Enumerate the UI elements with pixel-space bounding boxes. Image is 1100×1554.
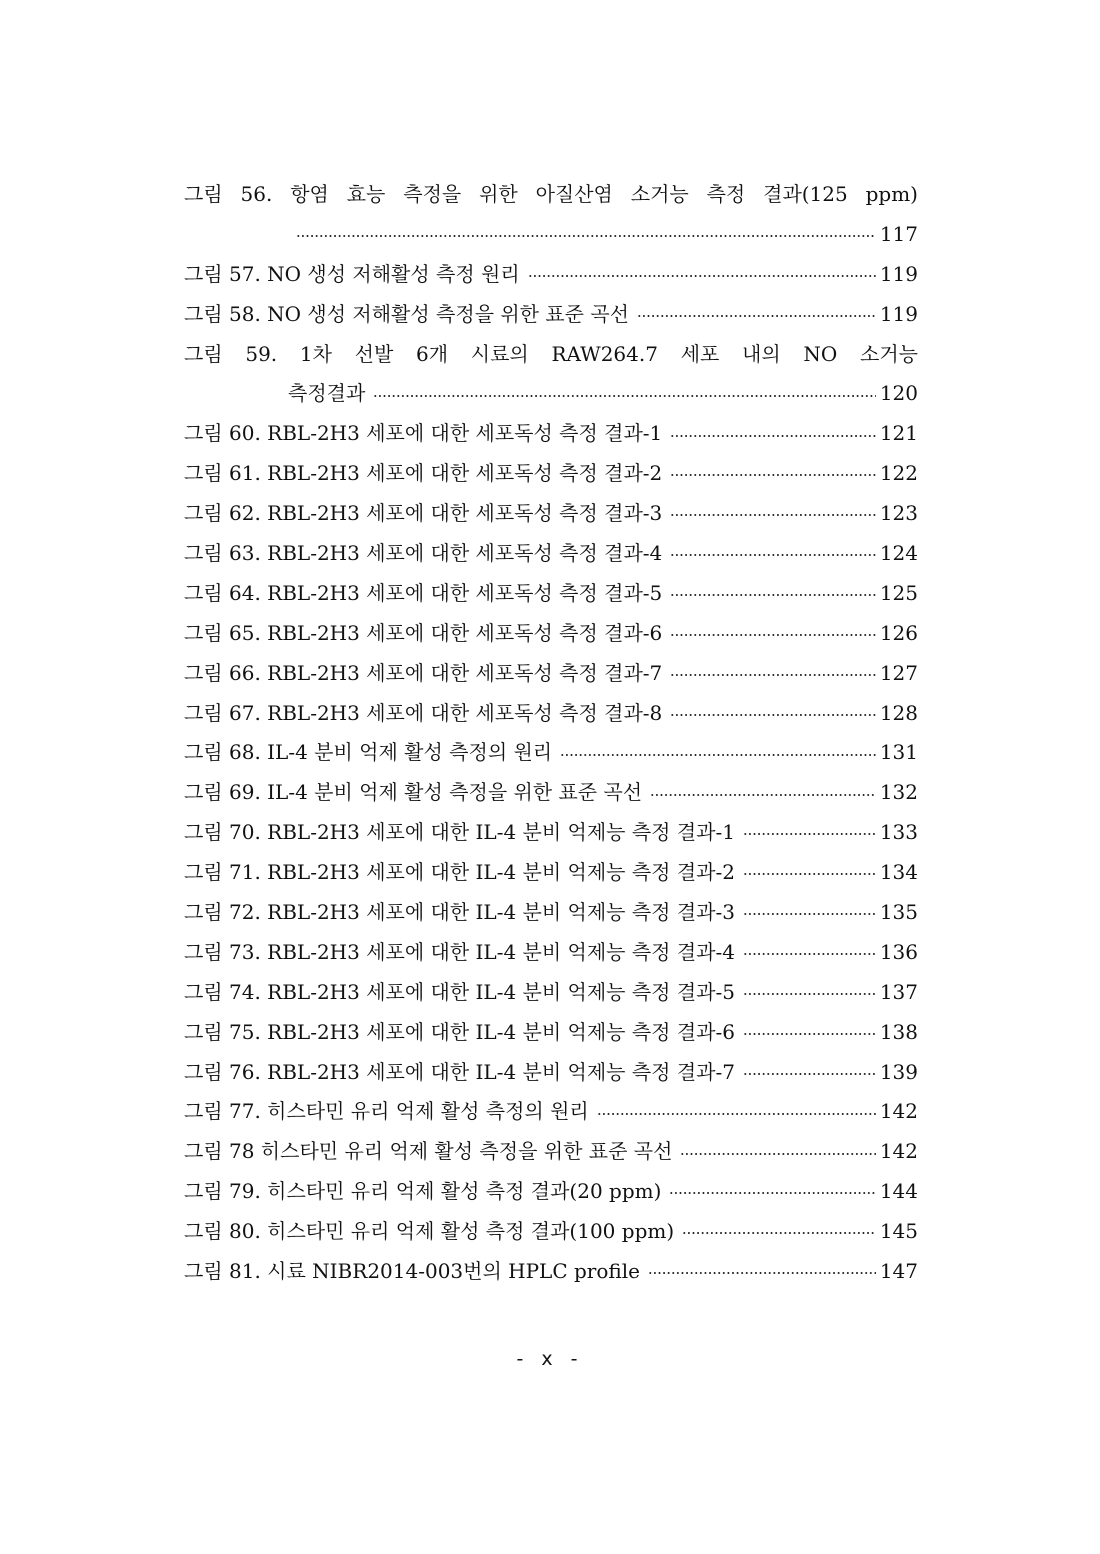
toc-entry-page-number: 125 — [879, 580, 918, 605]
toc-entry-line — [184, 1252, 918, 1292]
toc-entry-page-number: 131 — [879, 740, 918, 765]
toc-entry-continuation-line — [184, 215, 918, 255]
toc-entry — [184, 614, 918, 654]
toc-entry-page-number: 127 — [879, 660, 918, 685]
toc-entry-title: 그림 67. RBL-2H3 세포에 대한 세포독성 측정 결과-8 — [184, 700, 663, 725]
toc-entry-line — [184, 1172, 918, 1212]
dot-leader — [743, 821, 876, 841]
toc-entry-page-number: 137 — [879, 979, 918, 1004]
dot-leader — [743, 901, 876, 921]
toc-entry-title: 그림 69. IL-4 분비 억제 활성 측정을 위한 표준 곡선 — [184, 780, 643, 805]
toc-entry-page-number: 144 — [879, 1179, 918, 1204]
toc-entry-line — [184, 773, 918, 813]
dot-leader — [637, 303, 876, 323]
toc-entry-page-number: 123 — [879, 501, 918, 526]
toc-entry — [184, 853, 918, 893]
toc-entry-title: 그림 71. RBL-2H3 세포에 대한 IL-4 분비 억제능 측정 결과-2 — [184, 860, 735, 885]
toc-entry-line — [184, 614, 918, 654]
toc-entry-title: 그림 81. 시료 NIBR2014-003번의 HPLC profile — [184, 1259, 640, 1284]
toc-entry-title: 그림 63. RBL-2H3 세포에 대한 세포독성 측정 결과-4 — [184, 541, 663, 566]
toc-entry-title: 그림 58. NO 생성 저해활성 측정을 위한 표준 곡선 — [184, 301, 630, 326]
toc-entry-line — [184, 1212, 918, 1252]
dot-leader — [682, 1220, 876, 1240]
toc-entry-line — [184, 1053, 918, 1093]
toc-entry-line — [184, 654, 918, 694]
toc-entry — [184, 175, 918, 255]
toc-entry-title: 그림 57. NO 생성 저해활성 측정 원리 — [184, 261, 520, 286]
toc-entry-title: 그림 62. RBL-2H3 세포에 대한 세포독성 측정 결과-3 — [184, 501, 663, 526]
toc-entry-title: 그림 68. IL-4 분비 억제 활성 측정의 원리 — [184, 740, 553, 765]
toc-entry-title: 그림 59. 1차 선발 6개 시료의 RAW264.7 세포 내의 NO 소거능 — [184, 341, 918, 366]
toc-entry — [184, 733, 918, 773]
dot-leader — [743, 941, 876, 961]
toc-entry-title-line — [184, 175, 918, 215]
toc-entry-continuation-line — [184, 374, 918, 414]
toc-entry-title: 그림 73. RBL-2H3 세포에 대한 IL-4 분비 억제능 측정 결과-4 — [184, 939, 735, 964]
toc-entry — [184, 574, 918, 614]
toc-entry-title: 그림 64. RBL-2H3 세포에 대한 세포독성 측정 결과-5 — [184, 580, 663, 605]
toc-entry — [184, 414, 918, 454]
toc-entry-page-number: 142 — [879, 1099, 918, 1124]
toc-entry-title: 그림 61. RBL-2H3 세포에 대한 세포독성 측정 결과-2 — [184, 461, 663, 486]
dot-leader — [373, 382, 876, 402]
toc-entry-line — [184, 574, 918, 614]
toc-entry-title: 그림 75. RBL-2H3 세포에 대한 IL-4 분비 억제능 측정 결과-6 — [184, 1019, 735, 1044]
toc-entry — [184, 694, 918, 734]
toc-entry-title: 그림 74. RBL-2H3 세포에 대한 IL-4 분비 억제능 측정 결과-5 — [184, 979, 735, 1004]
dot-leader — [670, 542, 876, 562]
toc-entry — [184, 813, 918, 853]
toc-entry — [184, 1132, 918, 1172]
toc-entry-page-number: 120 — [879, 381, 918, 406]
toc-entry-page-number: 122 — [879, 461, 918, 486]
toc-entry-page-number: 138 — [879, 1019, 918, 1044]
toc-entry — [184, 933, 918, 973]
toc-entry-page-number: 147 — [879, 1259, 918, 1284]
toc-entry — [184, 335, 918, 415]
toc-entry — [184, 1053, 918, 1093]
toc-entry-line — [184, 1013, 918, 1053]
dot-leader — [296, 223, 876, 243]
toc-entry — [184, 255, 918, 295]
dot-leader — [670, 462, 876, 482]
dot-leader — [670, 622, 876, 642]
dot-leader — [648, 1260, 876, 1280]
dot-leader — [670, 422, 876, 442]
toc-entry — [184, 454, 918, 494]
toc-entry-page-number: 135 — [879, 900, 918, 925]
toc-entry-title: 그림 66. RBL-2H3 세포에 대한 세포독성 측정 결과-7 — [184, 660, 663, 685]
toc-entry-page-number: 119 — [879, 301, 918, 326]
toc-entry-line — [184, 1092, 918, 1132]
toc-entry-page-number: 128 — [879, 700, 918, 725]
toc-entry-line — [184, 973, 918, 1013]
toc-entry-title: 그림 72. RBL-2H3 세포에 대한 IL-4 분비 억제능 측정 결과-3 — [184, 900, 735, 925]
toc-entry-page-number: 119 — [879, 261, 918, 286]
list-of-figures — [184, 175, 918, 1292]
toc-entry-line — [184, 255, 918, 295]
dot-leader — [743, 1021, 876, 1041]
toc-entry-line — [184, 414, 918, 454]
dot-leader — [669, 1180, 875, 1200]
dot-leader — [670, 582, 876, 602]
toc-entry — [184, 654, 918, 694]
toc-entry-title: 그림 78 히스타민 유리 억제 활성 측정을 위한 표준 곡선 — [184, 1139, 673, 1164]
page-number-footer: - x - — [516, 1348, 584, 1370]
toc-entry-line — [184, 1132, 918, 1172]
toc-entry-line — [184, 494, 918, 534]
toc-entry — [184, 295, 918, 335]
toc-entry-line — [184, 893, 918, 933]
toc-entry-page-number: 126 — [879, 620, 918, 645]
toc-entry — [184, 1013, 918, 1053]
toc-entry-title: 그림 65. RBL-2H3 세포에 대한 세포독성 측정 결과-6 — [184, 620, 663, 645]
toc-entry-title: 그림 70. RBL-2H3 세포에 대한 IL-4 분비 억제능 측정 결과-1 — [184, 820, 735, 845]
toc-entry-page-number: 145 — [879, 1219, 918, 1244]
dot-leader — [528, 263, 876, 283]
toc-entry-title: 그림 60. RBL-2H3 세포에 대한 세포독성 측정 결과-1 — [184, 421, 663, 446]
toc-entry-page-number: 136 — [879, 939, 918, 964]
dot-leader — [670, 502, 876, 522]
toc-entry-page-number: 133 — [879, 820, 918, 845]
toc-entry-title-line — [184, 335, 918, 375]
toc-entry — [184, 1252, 918, 1292]
dot-leader — [560, 741, 876, 761]
toc-entry-line — [184, 694, 918, 734]
dot-leader — [743, 981, 876, 1001]
toc-entry-page-number: 139 — [879, 1059, 918, 1084]
toc-entry-page-number: 121 — [879, 421, 918, 446]
toc-entry-title-continuation: 측정결과 — [288, 381, 366, 406]
toc-entry-line — [184, 813, 918, 853]
toc-entry-line — [184, 933, 918, 973]
toc-entry — [184, 773, 918, 813]
dot-leader — [743, 861, 876, 881]
dot-leader — [680, 1140, 875, 1160]
toc-entry — [184, 973, 918, 1013]
toc-entry-line — [184, 853, 918, 893]
toc-entry-page-number: 142 — [879, 1139, 918, 1164]
toc-entry-line — [184, 534, 918, 574]
toc-entry-page-number: 132 — [879, 780, 918, 805]
toc-entry — [184, 534, 918, 574]
dot-leader — [670, 702, 876, 722]
toc-entry-page-number: 117 — [879, 221, 918, 246]
toc-entry — [184, 1172, 918, 1212]
toc-entry-page-number: 124 — [879, 541, 918, 566]
dot-leader — [597, 1100, 876, 1120]
dot-leader — [650, 781, 876, 801]
toc-entry-line — [184, 733, 918, 773]
toc-entry — [184, 1212, 918, 1252]
dot-leader — [670, 662, 876, 682]
toc-entry-title: 그림 76. RBL-2H3 세포에 대한 IL-4 분비 억제능 측정 결과-7 — [184, 1059, 735, 1084]
toc-entry-title: 그림 79. 히스타민 유리 억제 활성 측정 결과(20 ppm) — [184, 1179, 662, 1204]
toc-entry-line — [184, 454, 918, 494]
toc-entry-title: 그림 77. 히스타민 유리 억제 활성 측정의 원리 — [184, 1099, 589, 1124]
toc-entry-title: 그림 56. 항염 효능 측정을 위한 아질산염 소거능 측정 결과(125 ppm) — [184, 182, 918, 206]
dot-leader — [743, 1061, 876, 1081]
toc-entry — [184, 494, 918, 534]
toc-entry — [184, 1092, 918, 1132]
toc-entry-page-number: 134 — [879, 860, 918, 885]
toc-entry-title: 그림 80. 히스타민 유리 억제 활성 측정 결과(100 ppm) — [184, 1219, 675, 1244]
toc-entry-line — [184, 295, 918, 335]
toc-entry — [184, 893, 918, 933]
